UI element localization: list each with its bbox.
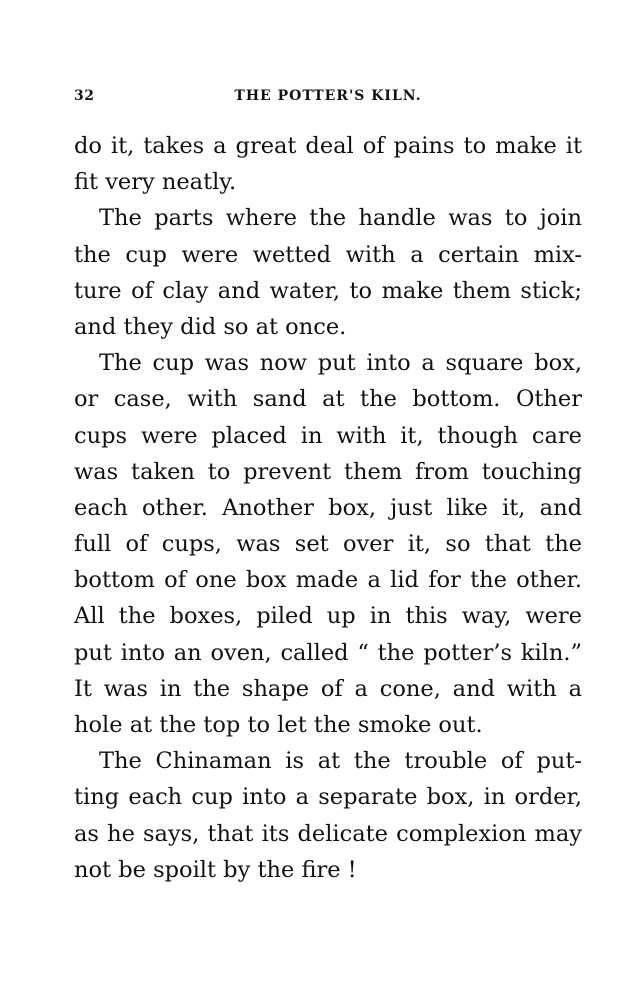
text-line: do it, takes a great deal of pains to make it	[74, 133, 582, 159]
text-line: and they did so at once.	[74, 313, 347, 340]
text-line: full of cups, was set over it, so that the	[74, 531, 582, 558]
text-line: ting each cup into a separate box, in order,	[74, 784, 582, 811]
paragraph-1	[74, 128, 582, 200]
text-line: The cup was now put into a square box,	[99, 350, 582, 377]
body-text	[74, 128, 582, 888]
text-line: the cup were wetted with a certain mix-	[74, 241, 582, 268]
text-line: not be spoilt by the fire !	[74, 856, 357, 883]
text-line: hole at the top to let the smoke out.	[74, 712, 483, 738]
text-line: bottom of one box made a lid for the other.	[74, 567, 582, 594]
text-line: put into an oven, called “ the potter’s kiln.”	[74, 639, 582, 666]
text-line: fit very neatly.	[74, 169, 237, 196]
text-line: ture of clay and water, to make them stick;	[74, 277, 582, 304]
text-line: The parts where the handle was to join	[99, 205, 582, 232]
text-line: as he says, that its delicate complexion may	[74, 820, 582, 847]
text-line: or case, with sand at the bottom. Other	[74, 386, 582, 413]
running-head	[74, 88, 582, 108]
text-line: cups were placed in with it, though care	[74, 422, 582, 449]
text-line: All the boxes, piled up in this way, were	[74, 603, 582, 630]
text-line: each other. Another box, just like it, and	[74, 494, 582, 521]
paragraph-3	[74, 345, 582, 743]
paragraph-2	[74, 200, 582, 345]
text-line: The Chinaman is at the trouble of put-	[99, 748, 582, 775]
running-title: THE POTTER'S KILN.	[234, 88, 422, 104]
text-line: It was in the shape of a cone, and with a	[74, 675, 582, 702]
paragraph-4	[74, 743, 582, 888]
page-number: 32	[74, 88, 95, 104]
text-line: was taken to prevent them from touching	[74, 458, 582, 485]
